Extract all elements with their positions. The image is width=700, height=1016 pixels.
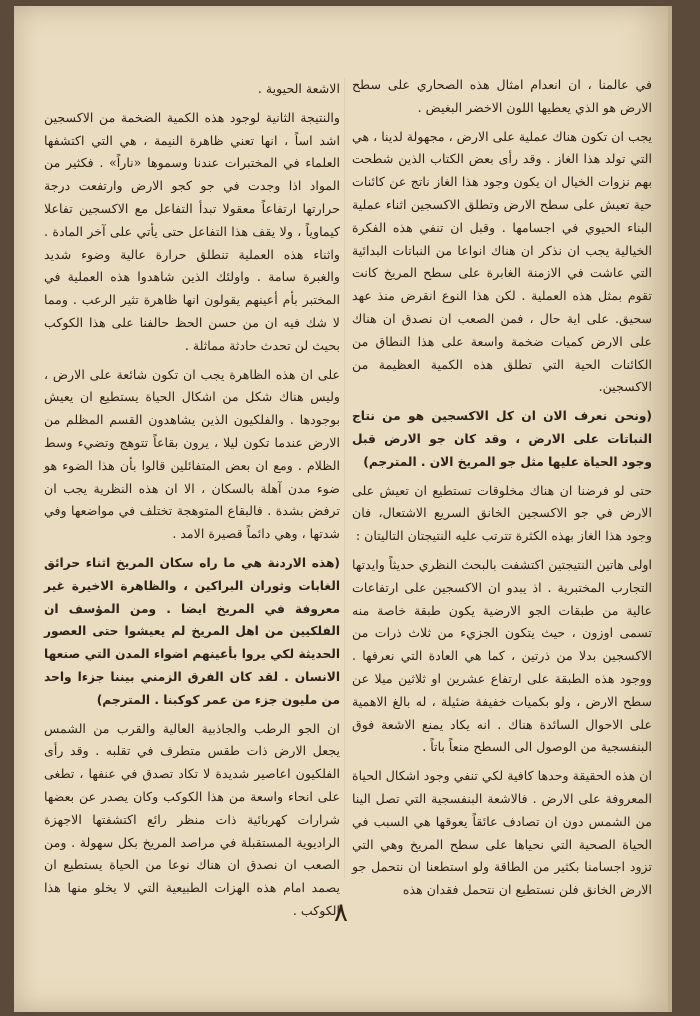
paragraph: الاشعة الحيوية . — [257, 81, 340, 96]
paragraph: ان الجو الرطب والجاذبية العالية والقرب من الشمس يجعل الارض ذات طقس متطرف في تقلبه . وقد رأى الفلكيون اعاصير شديدة لا تكاد تصدق في عنفها ، تطغى على انحاء واسعة من هذا الكوكب وكان يصدر عن بعضها شرارات كهربائية ذات منظر رائع اكتشفتها الاجهزة الراديوية المستقبلة في مراصد المريخ بكل سهولة . ومن الصعب ان نصدق ان هناك نوعا من الحياة يستطيع ان يصمد امام هذه الهزات الطبيعية التي لا يخلو منها هذا الكوكب . — [44, 720, 340, 918]
document-page — [14, 6, 672, 1012]
page-number: ٨ — [334, 898, 348, 928]
translator-note-text: (هذه الاردنة هي ما راه سكان المريخ اثناء حرائق الغابات وثوران البراكين ، والظاهرة الاخيرة غير معروفة في المريخ ايضا . ومن المؤسف ان الفلكيين من اهل المريخ لم يعيشوا حتى العصور الحديثة لكي يروا بأعينهم اضواء المدن التي صنعها الانسان . لقد كان الفرق الزمني بيننا جزءا واحد من مليون جزء من عمر كوكبنا . المترجم) — [44, 555, 340, 707]
paragraph: في عالمنا ، ان انعدام امثال هذه الصحاري على سطح الارض هو الذي يعطيها اللون الاخضر البغيض . — [352, 77, 652, 115]
paragraph: حتى لو فرضنا ان هناك مخلوقات تستطيع ان تعيش على الارض في جو الاكسجين الخانق السريع الاشتعال، فان وجود هذا الغاز بهذه الكثرة تترتب عليه النتيجتان التاليتان : — [352, 482, 652, 544]
paragraph: على ان هذه الظاهرة يجب ان تكون شائعة على الارض ، وليس هناك شكل من اشكال الحياة يستطيع ان يعيش بوجودها . والفلكيون الذين يشاهدون القسم المظلم من الارض عندما تكون ليلا ، يرون بقاعاً تتوهج وتضيء وسط الظلام . ومع ان بعض المتفائلين قالوا بأن هذا الضوء هو ضوء مدن آهلة بالسكان ، الا ان هذه النظرية يجب ان ترفض بشدة . فالبقاع المتوهجة تختلف في مواضعها وفي شدتها ، وهي دائماً قصيرة الامد . — [44, 366, 340, 542]
right-column — [352, 74, 652, 902]
paragraph: والنتيجة الثانية لوجود هذه الكمية الضخمة من الاكسجين اشد اساً ، انها تعني ظاهرة النيمة ، هي التي اكتشفها العلماء في المختبرات عندنا وسموها «ناراً» . فكثير من المواد اذا وجدت في جو كجو الارض وارتفعت درجة حرارتها ارتفاعاً معقولا تبدأ التفاعل مع الاكسجين تفاعلا كيماوياً ، ولا يقف هذا التفاعل حتى يأتي على آخر المادة . واثناء هذه العملية تنطلق حرارة عالية وضوء شديد والغبرة سامة . واولئك الذين شاهدوا هذه العملية في المختبر بأم أعينهم يقولون انها ظاهرة تثير الرعب . ومما لا شك فيه ان من حسن الحظ حالفنا على هذا الكوكب بحيث لن تحدث حادثة مماثلة . — [44, 109, 340, 353]
paragraph: يجب ان تكون هناك عملية على الارض ، مجهولة لدينا ، هي التي تولد هذا الغاز . وقد رأى بعض الكتاب الذين شطحت بهم نزوات الخيال ان يكون وجود هذا الغاز ناتج عن كائنات حية تعيش على سطح الارض وتطلق الاكسجين اثناء عملية البناء الحيوي في اجسامها . وقبل ان تنفي هذه الفكرة الخيالية يجب ان نذكر ان هناك انواعا من النباتات البدائية التي عاشت في الازمنة الغابرة على سطح المريخ كانت تقوم بمثل هذه العملية . لكن هذا النوع انقرض منذ عهد سحيق. على اية حال ، فمن الصعب ان نصدق ان هناك على الارض كميات ضخمة واسعة على هذا النطاق من الكائنات الحية التي تطلق هذه الكمية العظيمة من الاكسجين. — [352, 128, 652, 395]
column-gutter — [344, 78, 345, 878]
translator-note — [352, 405, 652, 473]
left-column — [44, 78, 340, 923]
translator-note-text: (ونحن نعرف الان ان كل الاكسجين هو من نتاج النباتات على الارض ، وقد كان جو الارض قبل وجود الحياة عليها مثل جو المريخ الان . المترجم) — [352, 409, 652, 469]
paragraph: ان هذه الحقيقة وحدها كافية لكي تنفي وجود اشكال الحياة المعروفة على الارض . فالاشعة البنفسجية التي تصل الينا من الشمس دون ان تصادف عائقاً يعوقها هي السبب في الحياة الصحية التي نحياها على سطح المريخ وهي التي تزود اجسامنا بكثير من الطاقة ولو استطعنا ان نتحمل جو الارض الخانق فلن نستطيع ان نتحمل فقدان هذه — [352, 768, 652, 898]
paragraph: اولى هاتين النتيجتين اكتشفت بالبحث النظري حديثاً وايدتها التجارب المختبرية . اذ يبدو ان الاكسجين على ارتفاعات عالية من طبقات الجو الارضية يكون طبقة خاصة منه تسمى اوزون ، حيث يتكون الجزيء من ثلاث ذرات من الاكسجين بدلا من ذرتين ، كما هي العادة التي نعرفها . ووجود هذه الطبقة على ارتفاع عشرين او ثلاثين ميلا عن سطح الارض ، ولو بكميات خفيفة ضئيلة ، له بالغ الاهمية على الاحوال السائدة هناك . انه يكاد يمنع الاشعة فوق البنفسجية من الوصول الى السطح منعاً باتاً . — [352, 556, 652, 755]
translator-note — [44, 552, 340, 712]
